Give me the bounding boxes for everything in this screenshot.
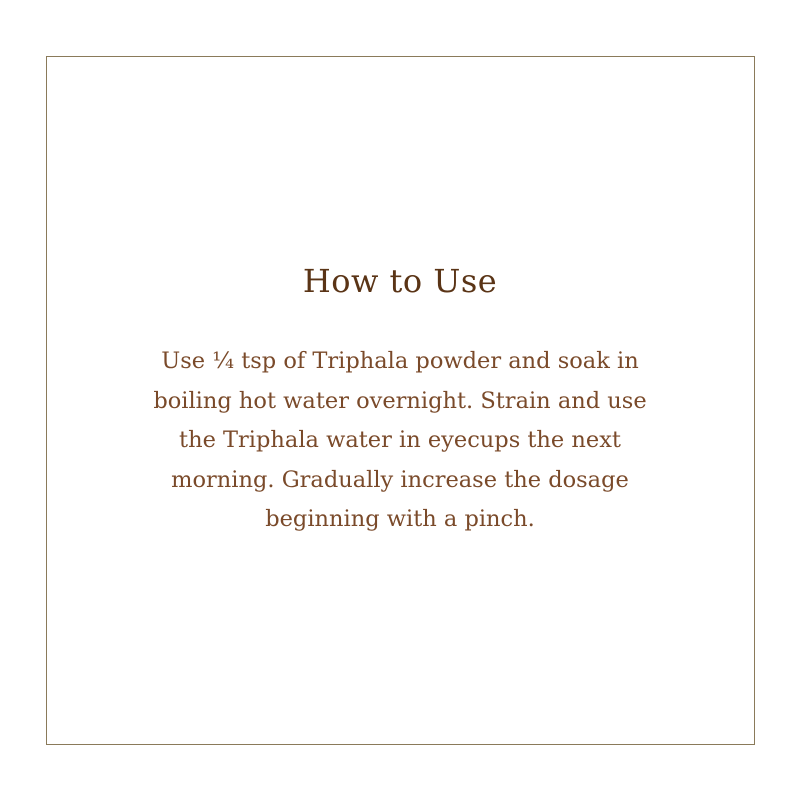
- instruction-line: boiling hot water overnight. Strain and use: [153, 387, 647, 414]
- card-title: How to Use: [302, 262, 498, 300]
- instruction-line: Use ¼ tsp of Triphala powder and soak in: [161, 348, 639, 374]
- instruction-line: beginning with a pinch.: [265, 506, 535, 532]
- instructions-text: [120, 342, 680, 540]
- instruction-line: the Triphala water in eyecups the next: [179, 427, 621, 453]
- instruction-line: morning. Gradually increase the dosage: [171, 466, 629, 493]
